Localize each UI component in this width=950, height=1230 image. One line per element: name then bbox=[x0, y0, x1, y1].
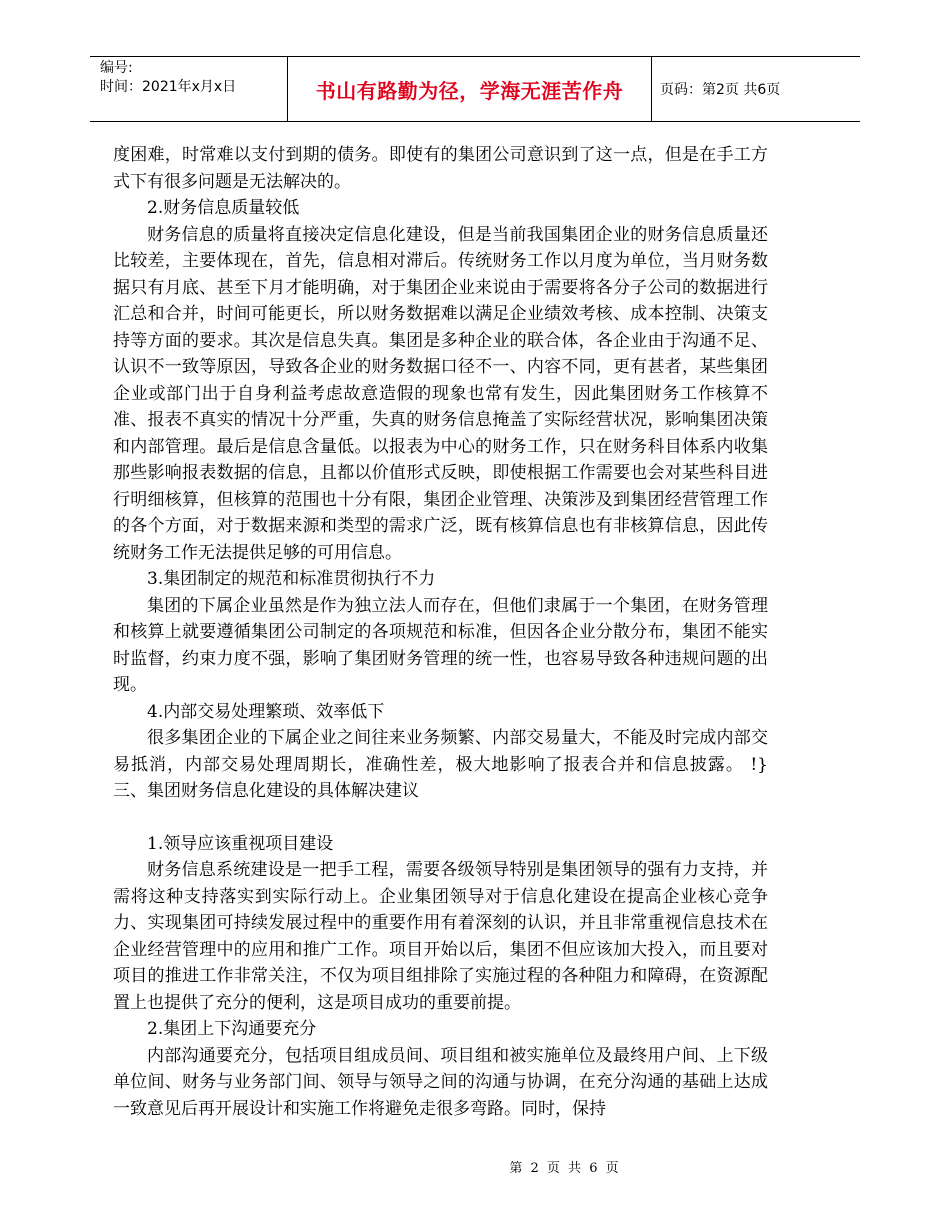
number-label: 编号: bbox=[100, 60, 133, 76]
header-meta bbox=[90, 57, 287, 121]
time-label: 时间：2021年x月x日 bbox=[100, 79, 237, 95]
section-heading: 1.领导应该重视项目建设 bbox=[147, 833, 334, 854]
page-header bbox=[90, 56, 860, 122]
document-body bbox=[113, 142, 768, 1122]
section-heading: 4.内部交易处理繁琐、效率低下 bbox=[147, 701, 385, 722]
body-paragraph: 财务信息的质量将直接决定信息化建设，但是当前我国集团企业的财务信息质量还比较差，主要体现在，首先，信息相对滞后。传统财务工作以月度为单位，当月财务数据只有月底、甚至下月才能明确，对于集团企业来说由于需要将各分子公司的数据进行汇总和合并，时间可能更长，所以财务数据难以满足企业绩效考核、成本控制、决策支持等方面的要求。其次是信息失真。集团是多种企业的联合体，各企业由于沟通不足、认识不一致等原因，导致各企业的财务数据口径不一、内容不同，更有甚者，某些集团企业或部门出于自身利益考虑故意造假的现象也常有发生，因此集团财务工作核算不准、报表不真实的情况十分严重，失真的财务信息掩盖了实际经营状况，影响集团决策和内部管理。最后是信息含量低。以报表为中心的财务工作，只在财务科目体系内收集那些影响报表数据的信息，且都以价值形式反映，即使根据工作需要也会对某些科目进行明细核算，但核算的范围也十分有限，集团企业管理、决策涉及到集团经营管理工作的各个方面，对于数据来源和类型的需求广泛，既有核算信息也有非核算信息，因此传统财务工作无法提供足够的可用信息。 bbox=[113, 224, 768, 563]
body-paragraph: 财务信息系统建设是一把手工程，需要各级领导特别是集团领导的强有力支持，并需将这种支持落实到实际行动上。企业集团领导对于信息化建设在提高企业核心竞争力、实现集团可持续发展过程中的重要作用有着深刻的认识，并且非常重视信息技术在企业经营管理中的应用和推广工作。项目开始以后，集团不但应该加大投入，而且要对项目的推进工作非常关注，不仅为项目组排除了实施过程的各种阻力和障碍，在资源配置上也提供了充分的便利，这是项目成功的重要前提。 bbox=[113, 860, 768, 1013]
header-motto: 书山有路勤为径，学海无涯苦作舟 bbox=[287, 57, 652, 121]
section-heading: 2.集团上下沟通要充分 bbox=[147, 1019, 317, 1039]
footer-page-number: 第 2 页 共 6 页 bbox=[509, 1161, 621, 1176]
body-paragraph: 度困难，时常难以支付到期的债务。即使有的集团公司意识到了这一点，但是在手工方式下有很多问题是无法解决的。 bbox=[113, 145, 768, 192]
body-paragraph: 很多集团企业的下属企业之间往来业务频繁、内部交易量大，不能及时完成内部交易抵消，内部交易处理周期长，准确性差，极大地影响了报表合并和信息披露。 !} 三、集团财务信息化建设的具体解决建议 bbox=[113, 728, 768, 801]
section-heading: 2.财务信息质量较低 bbox=[147, 198, 300, 218]
body-paragraph: 集团的下属企业虽然是作为独立法人而存在，但他们隶属于一个集团，在财务管理和核算上就要遵循集团公司制定的各项规范和标准，但因各企业分散分布，集团不能实时监督，约束力度不强，影响了集团财务管理的统一性，也容易导致各种违规问题的出现。 bbox=[113, 595, 768, 695]
section-heading: 3.集团制定的规范和标准贯彻执行不力 bbox=[147, 569, 436, 589]
header-page-label: 页码：第2页 共6页 bbox=[660, 82, 781, 98]
body-paragraph: 内部沟通要充分，包括项目组成员间、项目组和被实施单位及最终用户间、上下级单位间、财务与业务部门间、领导与领导之间的沟通与协调，在充分沟通的基础上达成一致意见后再开展设计和实施工作将避免走很多弯路。同时，保持 bbox=[113, 1045, 768, 1119]
page-footer bbox=[0, 1157, 950, 1176]
paragraph-gap bbox=[113, 805, 768, 831]
